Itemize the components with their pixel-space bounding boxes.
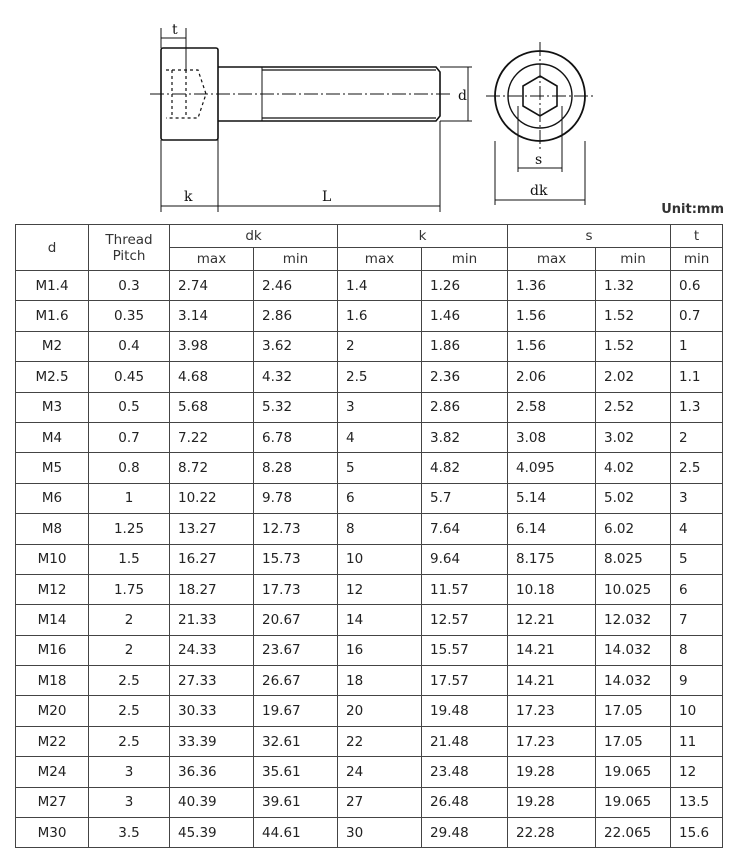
cell-k-min: 2.36 xyxy=(422,362,508,392)
cell-t-min: 1 xyxy=(671,331,723,361)
cell-k-min: 5.7 xyxy=(422,483,508,513)
cell-thread-pitch: 0.3 xyxy=(89,271,170,301)
header-row-1 xyxy=(16,225,723,248)
cell-s-max: 1.56 xyxy=(508,301,596,331)
cell-s-max: 22.28 xyxy=(508,818,596,848)
cell-k-max: 24 xyxy=(338,757,422,787)
header-s: s xyxy=(508,225,671,248)
cell-s-min: 22.065 xyxy=(596,818,671,848)
cell-d: M6 xyxy=(16,483,89,513)
table-row xyxy=(16,757,723,787)
cell-s-max: 4.095 xyxy=(508,453,596,483)
header-dk: dk xyxy=(170,225,338,248)
cell-dk-max: 5.68 xyxy=(170,392,254,422)
header-s-max: max xyxy=(508,248,596,271)
cell-s-max: 3.08 xyxy=(508,422,596,452)
cell-k-max: 4 xyxy=(338,422,422,452)
cell-k-min: 1.26 xyxy=(422,271,508,301)
cell-d: M12 xyxy=(16,574,89,604)
cell-dk-max: 30.33 xyxy=(170,696,254,726)
cell-dk-max: 8.72 xyxy=(170,453,254,483)
table-row xyxy=(16,331,723,361)
cell-d: M3 xyxy=(16,392,89,422)
cell-k-max: 20 xyxy=(338,696,422,726)
cell-dk-min: 26.67 xyxy=(254,666,338,696)
cell-d: M2.5 xyxy=(16,362,89,392)
cell-dk-min: 35.61 xyxy=(254,757,338,787)
cell-s-min: 2.02 xyxy=(596,362,671,392)
cell-t-min: 1.3 xyxy=(671,392,723,422)
cell-dk-max: 33.39 xyxy=(170,726,254,756)
cell-s-max: 2.58 xyxy=(508,392,596,422)
cell-dk-min: 6.78 xyxy=(254,422,338,452)
cell-thread-pitch: 3 xyxy=(89,787,170,817)
table-row xyxy=(16,787,723,817)
cell-s-min: 2.52 xyxy=(596,392,671,422)
cell-dk-min: 39.61 xyxy=(254,787,338,817)
cell-dk-min: 5.32 xyxy=(254,392,338,422)
cell-thread-pitch: 3.5 xyxy=(89,818,170,848)
header-k-max: max xyxy=(338,248,422,271)
table-row xyxy=(16,696,723,726)
cell-t-min: 0.7 xyxy=(671,301,723,331)
cell-dk-max: 16.27 xyxy=(170,544,254,574)
cell-thread-pitch: 2 xyxy=(89,635,170,665)
cell-s-min: 19.065 xyxy=(596,757,671,787)
cell-dk-min: 19.67 xyxy=(254,696,338,726)
cell-d: M18 xyxy=(16,666,89,696)
header-dk-max: max xyxy=(170,248,254,271)
cell-k-min: 26.48 xyxy=(422,787,508,817)
screw-diagram-svg xyxy=(0,0,750,222)
cell-dk-max: 36.36 xyxy=(170,757,254,787)
cell-k-min: 1.46 xyxy=(422,301,508,331)
cell-dk-min: 15.73 xyxy=(254,544,338,574)
cell-s-max: 5.14 xyxy=(508,483,596,513)
table-row xyxy=(16,726,723,756)
cell-dk-max: 10.22 xyxy=(170,483,254,513)
header-dk-min: min xyxy=(254,248,338,271)
cell-s-min: 6.02 xyxy=(596,514,671,544)
cell-d: M22 xyxy=(16,726,89,756)
cell-dk-max: 3.98 xyxy=(170,331,254,361)
header-t-min: min xyxy=(671,248,723,271)
cell-s-max: 17.23 xyxy=(508,696,596,726)
cell-s-max: 10.18 xyxy=(508,574,596,604)
cell-thread-pitch: 1.25 xyxy=(89,514,170,544)
cell-s-min: 12.032 xyxy=(596,605,671,635)
label-s: s xyxy=(535,152,543,168)
table-row xyxy=(16,271,723,301)
unit-label: Unit:mm xyxy=(661,202,724,217)
cell-dk-min: 44.61 xyxy=(254,818,338,848)
cell-s-max: 17.23 xyxy=(508,726,596,756)
cell-d: M8 xyxy=(16,514,89,544)
cell-dk-min: 23.67 xyxy=(254,635,338,665)
cell-k-min: 7.64 xyxy=(422,514,508,544)
cell-s-max: 12.21 xyxy=(508,605,596,635)
cell-dk-max: 18.27 xyxy=(170,574,254,604)
cell-k-max: 30 xyxy=(338,818,422,848)
cell-thread-pitch: 0.5 xyxy=(89,392,170,422)
cell-k-min: 29.48 xyxy=(422,818,508,848)
cell-s-max: 14.21 xyxy=(508,666,596,696)
cell-thread-pitch: 0.35 xyxy=(89,301,170,331)
cell-s-min: 8.025 xyxy=(596,544,671,574)
cell-k-min: 15.57 xyxy=(422,635,508,665)
cell-thread-pitch: 0.4 xyxy=(89,331,170,361)
cell-k-max: 1.6 xyxy=(338,301,422,331)
cell-t-min: 13.5 xyxy=(671,787,723,817)
cell-k-max: 12 xyxy=(338,574,422,604)
cell-k-max: 27 xyxy=(338,787,422,817)
cell-s-min: 1.52 xyxy=(596,331,671,361)
cell-k-min: 17.57 xyxy=(422,666,508,696)
cell-d: M10 xyxy=(16,544,89,574)
cell-k-min: 4.82 xyxy=(422,453,508,483)
cell-dk-max: 40.39 xyxy=(170,787,254,817)
table-row xyxy=(16,666,723,696)
label-d: d xyxy=(458,88,467,104)
cell-d: M27 xyxy=(16,787,89,817)
cell-k-min: 2.86 xyxy=(422,392,508,422)
table-row xyxy=(16,362,723,392)
cell-k-max: 6 xyxy=(338,483,422,513)
cell-d: M1.4 xyxy=(16,271,89,301)
cell-s-min: 10.025 xyxy=(596,574,671,604)
cell-k-min: 3.82 xyxy=(422,422,508,452)
cell-k-max: 16 xyxy=(338,635,422,665)
cell-k-max: 2 xyxy=(338,331,422,361)
cell-k-max: 1.4 xyxy=(338,271,422,301)
table-row xyxy=(16,574,723,604)
cell-dk-min: 32.61 xyxy=(254,726,338,756)
cell-s-max: 19.28 xyxy=(508,757,596,787)
cell-k-max: 5 xyxy=(338,453,422,483)
header-thread-pitch xyxy=(89,225,170,271)
table-body xyxy=(16,271,723,848)
cell-t-min: 8 xyxy=(671,635,723,665)
cell-k-min: 12.57 xyxy=(422,605,508,635)
cell-t-min: 7 xyxy=(671,605,723,635)
cell-t-min: 11 xyxy=(671,726,723,756)
table-row xyxy=(16,301,723,331)
cell-s-max: 19.28 xyxy=(508,787,596,817)
cell-d: M20 xyxy=(16,696,89,726)
cell-thread-pitch: 2.5 xyxy=(89,696,170,726)
table-row xyxy=(16,635,723,665)
cell-k-max: 22 xyxy=(338,726,422,756)
cell-k-max: 2.5 xyxy=(338,362,422,392)
screw-side-view xyxy=(150,48,452,140)
cell-k-max: 14 xyxy=(338,605,422,635)
cell-dk-max: 24.33 xyxy=(170,635,254,665)
cell-dk-max: 45.39 xyxy=(170,818,254,848)
cell-s-min: 3.02 xyxy=(596,422,671,452)
cell-s-min: 14.032 xyxy=(596,666,671,696)
cell-dk-min: 8.28 xyxy=(254,453,338,483)
cell-t-min: 12 xyxy=(671,757,723,787)
label-t: t xyxy=(172,22,178,38)
label-k: k xyxy=(184,189,193,205)
header-thread-pitch-line1: Thread xyxy=(105,231,153,248)
cell-k-min: 23.48 xyxy=(422,757,508,787)
header-k-min: min xyxy=(422,248,508,271)
cell-t-min: 4 xyxy=(671,514,723,544)
table-row xyxy=(16,392,723,422)
cell-d: M5 xyxy=(16,453,89,483)
cell-s-max: 1.36 xyxy=(508,271,596,301)
cell-s-min: 5.02 xyxy=(596,483,671,513)
table-row xyxy=(16,422,723,452)
cell-d: M24 xyxy=(16,757,89,787)
cell-t-min: 15.6 xyxy=(671,818,723,848)
cell-d: M14 xyxy=(16,605,89,635)
table-row xyxy=(16,605,723,635)
cell-s-max: 1.56 xyxy=(508,331,596,361)
table-row xyxy=(16,818,723,848)
cell-t-min: 9 xyxy=(671,666,723,696)
cell-dk-max: 27.33 xyxy=(170,666,254,696)
cell-d: M4 xyxy=(16,422,89,452)
cell-t-min: 10 xyxy=(671,696,723,726)
cell-k-max: 18 xyxy=(338,666,422,696)
table-row xyxy=(16,514,723,544)
cell-dk-max: 2.74 xyxy=(170,271,254,301)
cell-k-max: 10 xyxy=(338,544,422,574)
cell-dk-max: 4.68 xyxy=(170,362,254,392)
cell-k-min: 9.64 xyxy=(422,544,508,574)
cell-t-min: 3 xyxy=(671,483,723,513)
cell-k-max: 3 xyxy=(338,392,422,422)
cell-t-min: 1.1 xyxy=(671,362,723,392)
screw-end-view xyxy=(486,42,594,150)
cell-dk-min: 20.67 xyxy=(254,605,338,635)
cell-dk-min: 3.62 xyxy=(254,331,338,361)
cell-k-min: 1.86 xyxy=(422,331,508,361)
cell-thread-pitch: 0.45 xyxy=(89,362,170,392)
dimensions-table xyxy=(15,224,723,848)
cell-t-min: 5 xyxy=(671,544,723,574)
cell-t-min: 2 xyxy=(671,422,723,452)
cell-dk-min: 17.73 xyxy=(254,574,338,604)
screw-drawing xyxy=(0,0,750,222)
cell-dk-min: 2.46 xyxy=(254,271,338,301)
cell-s-min: 19.065 xyxy=(596,787,671,817)
cell-t-min: 6 xyxy=(671,574,723,604)
cell-dk-min: 4.32 xyxy=(254,362,338,392)
cell-s-min: 1.32 xyxy=(596,271,671,301)
cell-d: M2 xyxy=(16,331,89,361)
header-s-min: min xyxy=(596,248,671,271)
cell-s-max: 6.14 xyxy=(508,514,596,544)
cell-thread-pitch: 1 xyxy=(89,483,170,513)
cell-thread-pitch: 2 xyxy=(89,605,170,635)
cell-d: M30 xyxy=(16,818,89,848)
cell-k-min: 19.48 xyxy=(422,696,508,726)
cell-s-min: 4.02 xyxy=(596,453,671,483)
cell-t-min: 0.6 xyxy=(671,271,723,301)
cell-dk-min: 12.73 xyxy=(254,514,338,544)
cell-dk-max: 13.27 xyxy=(170,514,254,544)
header-thread-pitch-line2: Pitch xyxy=(112,247,146,264)
cell-s-max: 8.175 xyxy=(508,544,596,574)
cell-thread-pitch: 1.75 xyxy=(89,574,170,604)
table-row xyxy=(16,544,723,574)
label-dk: dk xyxy=(530,183,548,199)
cell-k-min: 11.57 xyxy=(422,574,508,604)
cell-s-max: 14.21 xyxy=(508,635,596,665)
header-k: k xyxy=(338,225,508,248)
cell-thread-pitch: 2.5 xyxy=(89,726,170,756)
cell-t-min: 2.5 xyxy=(671,453,723,483)
cell-s-min: 17.05 xyxy=(596,696,671,726)
cell-s-min: 1.52 xyxy=(596,301,671,331)
dim-k-L xyxy=(161,121,440,212)
label-L: L xyxy=(322,189,332,205)
cell-s-max: 2.06 xyxy=(508,362,596,392)
cell-s-min: 17.05 xyxy=(596,726,671,756)
cell-thread-pitch: 0.8 xyxy=(89,453,170,483)
cell-dk-max: 21.33 xyxy=(170,605,254,635)
cell-k-min: 21.48 xyxy=(422,726,508,756)
table-row xyxy=(16,453,723,483)
header-t: t xyxy=(671,225,723,248)
cell-thread-pitch: 2.5 xyxy=(89,666,170,696)
cell-thread-pitch: 0.7 xyxy=(89,422,170,452)
cell-thread-pitch: 1.5 xyxy=(89,544,170,574)
cell-dk-max: 7.22 xyxy=(170,422,254,452)
cell-d: M1.6 xyxy=(16,301,89,331)
cell-d: M16 xyxy=(16,635,89,665)
cell-dk-max: 3.14 xyxy=(170,301,254,331)
cell-k-max: 8 xyxy=(338,514,422,544)
cell-dk-min: 9.78 xyxy=(254,483,338,513)
cell-dk-min: 2.86 xyxy=(254,301,338,331)
header-d: d xyxy=(16,225,89,271)
cell-thread-pitch: 3 xyxy=(89,757,170,787)
table-row xyxy=(16,483,723,513)
cell-s-min: 14.032 xyxy=(596,635,671,665)
